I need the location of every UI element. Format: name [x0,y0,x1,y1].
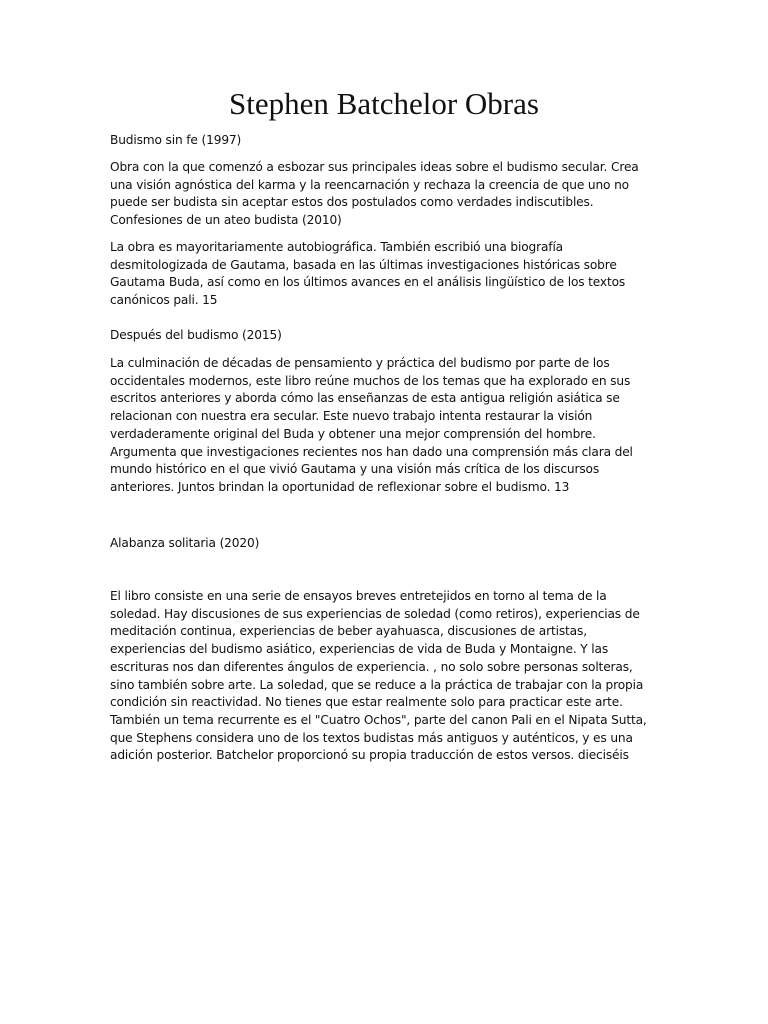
section-heading-alabanza-solitaria: Alabanza solitaria (2020) [110,536,260,550]
paragraph-despues-del-budismo: La culminación de décadas de pensamiento y práctica del budismo por parte de los occidentales modernos, este libro reúne muchos de los temas que ha explorado en sus escritos anteriores y aborda cómo las enseñanzas de esta antigua religión asiática se relacionan con nuestra era secular. Este nuevo trabajo intenta restaurar la visión verdaderamente original del Buda y obtener una mejor comprensión del hombre. Argumenta que investigaciones recientes nos han dado una comprensión más clara del mundo histórico en el que vivió Gautama y una visión más crítica de los discursos anteriores. Juntos brindan la oportunidad de reflexionar sobre el budismo. 13 [110,356,633,494]
paragraph-budismo-sin-fe: Obra con la que comenzó a esbozar sus principales ideas sobre el budismo secular. Crea una visión agnóstica del karma y la reencarnación y rechaza la creencia de que uno no puede ser budista sin aceptar estos dos postulados como verdades indiscutibles. Confesiones de un ateo budista (2010) [110,160,639,228]
paragraph-confesiones: La obra es mayoritariamente autobiográfica. También escribió una biografía desmitologizada de Gautama, basada en las últimas investigaciones históricas sobre Gautama Buda, así como en los últimos avances en el análisis lingüístico de los textos canónicos pali. 15 [110,240,626,308]
document-title: Stephen Batchelor Obras [229,86,539,121]
section-heading-budismo-sin-fe: Budismo sin fe (1997) [110,133,242,147]
section-heading-despues-del-budismo: Después del budismo (2015) [110,328,282,342]
paragraph-alabanza-solitaria: El libro consiste en una serie de ensayos breves entretejidos en torno al tema de la soledad. Hay discusiones de sus experiencias de soledad (como retiros), experiencias de meditación continua, experiencias de beber ayahuasca, discusiones de artistas, experiencias del budismo asiático, experiencias de vida de Buda y Montaigne. Y las escrituras nos dan diferentes ángulos de experiencia. , no solo sobre personas solteras, sino también sobre arte. La soledad, que se reduce a la práctica de trabajar con la propia condición sin reactividad. No tienes que estar realmente solo para practicar este arte. También un tema recurrente es el "Cuatro Ochos", parte del canon Pali en el Nipata Sutta, que Stephens considera uno de los textos budistas más antiguos y auténticos, y es una adición posterior. Batchelor proporcionó su propia traducción de estos versos. dieciséis [110,589,647,763]
